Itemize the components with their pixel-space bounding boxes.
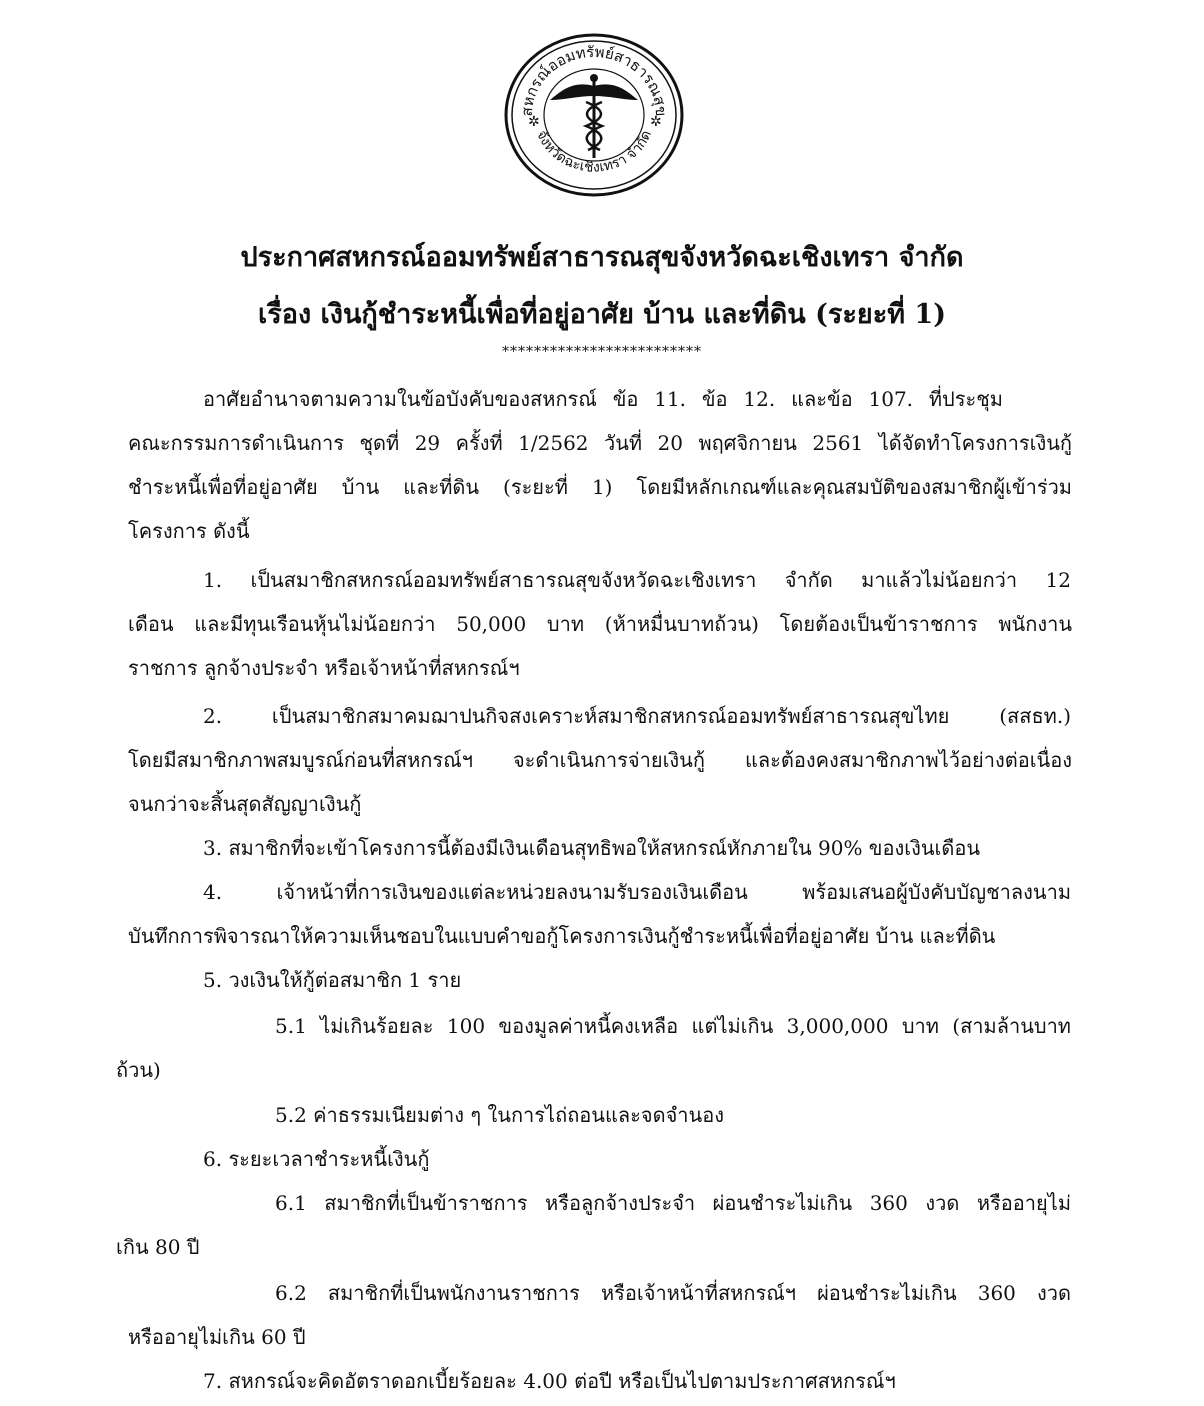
item-6-1-line-2: เกิน 80 ปี (116, 1235, 200, 1259)
item-6: 6. ระยะเวลาชำระหนี้เงินกู้ (203, 1147, 430, 1171)
intro-line-4: โครงการ ดังนี้ (128, 519, 250, 543)
item-1-line-2: เดือน และมีทุนเรือนหุ้นไม่น้อยกว่า 50,000 บาท (ห้าหมื่นบาทถ้วน) โดยต้องเป็นข้าราชการ พนักงาน (128, 612, 1072, 636)
item-6-2-line-2: หรืออายุไม่เกิน 60 ปี (128, 1325, 306, 1349)
intro-line-3: ชำระหนี้เพื่อที่อยู่อาศัย บ้าน และที่ดิน (ระยะที่ 1) โดยมีหลักเกณฑ์และคุณสมบัติของสมาชิกผู้เข้าร่วม (128, 475, 1072, 499)
item-5-1-line-1: 5.1 ไม่เกินร้อยละ 100 ของมูลค่าหนี้คงเหลือ แต่ไม่เกิน 3,000,000 บาท (สามล้านบาท (275, 1014, 1071, 1038)
item-5-2: 5.2 ค่าธรรมเนียมต่าง ๆ ในการไถ่ถอนและจดจำนอง (275, 1103, 724, 1127)
cooperative-seal-logo (502, 30, 686, 200)
item-1-line-1: 1. เป็นสมาชิกสหกรณ์ออมทรัพย์สาธารณสุขจังหวัดฉะเชิงเทรา จำกัด มาแล้วไม่น้อยกว่า 12 (203, 568, 1071, 592)
item-2-line-1: 2. เป็นสมาชิกสมาคมฌาปนกิจสงเคราะห์สมาชิกสหกรณ์ออมทรัพย์สาธารณสุขไทย (สสธท.) (203, 704, 1071, 728)
item-5: 5. วงเงินให้กู้ต่อสมาชิก 1 ราย (203, 968, 462, 992)
svg-text:✲: ✲ (650, 114, 662, 130)
item-1-line-3: ราชการ ลูกจ้างประจำ หรือเจ้าหน้าที่สหกรณ์ฯ (128, 656, 520, 680)
separator-stars: ************************* (502, 344, 702, 360)
item-5-1-line-2: ถ้วน) (116, 1058, 161, 1082)
item-2-line-2: โดยมีสมาชิกภาพสมบูรณ์ก่อนที่สหกรณ์ฯ จะดำเนินการจ่ายเงินกู้ และต้องคงสมาชิกภาพไว้อย่างต่อเนื่อง (128, 748, 1072, 772)
item-4-line-2: บันทึกการพิจารณาให้ความเห็นชอบในแบบคำขอกู้โครงการเงินกู้ชำระหนี้เพื่อที่อยู่อาศัย บ้าน และที่ดิน (128, 924, 996, 948)
seal-text-top: สหกรณ์ออมทรัพย์สาธารณสุข (517, 42, 671, 117)
item-6-2-line-1: 6.2 สมาชิกที่เป็นพนักงานราชการ หรือเจ้าหน้าที่สหกรณ์ฯ ผ่อนชำระไม่เกิน 360 งวด (275, 1281, 1071, 1305)
item-6-1-line-1: 6.1 สมาชิกที่เป็นข้าราชการ หรือลูกจ้างประจำ ผ่อนชำระไม่เกิน 360 งวด หรืออายุไม่ (275, 1191, 1071, 1215)
item-3: 3. สมาชิกที่จะเข้าโครงการนี้ต้องมีเงินเดือนสุทธิพอให้สหกรณ์หักภายใน 90% ของเงินเดือน (203, 836, 981, 860)
item-7: 7. สหกรณ์จะคิดอัตราดอกเบี้ยร้อยละ 4.00 ต่อปี หรือเป็นไปตามประกาศสหกรณ์ฯ (203, 1369, 896, 1393)
intro-line-1: อาศัยอำนาจตามความในข้อบังคับของสหกรณ์ ข้อ 11. ข้อ 12. และข้อ 107. ที่ประชุม (203, 387, 1003, 411)
seal-emblem-icon (502, 30, 686, 200)
announcement-subject: เรื่อง เงินกู้ชำระหนี้เพื่อที่อยู่อาศัย บ้าน และที่ดิน (ระยะที่ 1) (258, 299, 946, 330)
item-4-line-1: 4. เจ้าหน้าที่การเงินของแต่ละหน่วยลงนามรับรองเงินเดือน พร้อมเสนอผู้บังคับบัญชาลงนาม (203, 880, 1071, 904)
seal-text-bottom: จังหวัดฉะเชิงเทรา จำกัด (533, 128, 655, 176)
item-2-line-3: จนกว่าจะสิ้นสุดสัญญาเงินกู้ (128, 792, 362, 816)
svg-text:✲: ✲ (528, 114, 540, 130)
intro-line-2: คณะกรรมการดำเนินการ ชุดที่ 29 ครั้งที่ 1/2562 วันที่ 20 พฤศจิกายน 2561 ได้จัดทำโครงการเงินกู้ (128, 431, 1072, 455)
announcement-title: ประกาศสหกรณ์ออมทรัพย์สาธารณสุขจังหวัดฉะเชิงเทรา จำกัด (240, 242, 964, 273)
